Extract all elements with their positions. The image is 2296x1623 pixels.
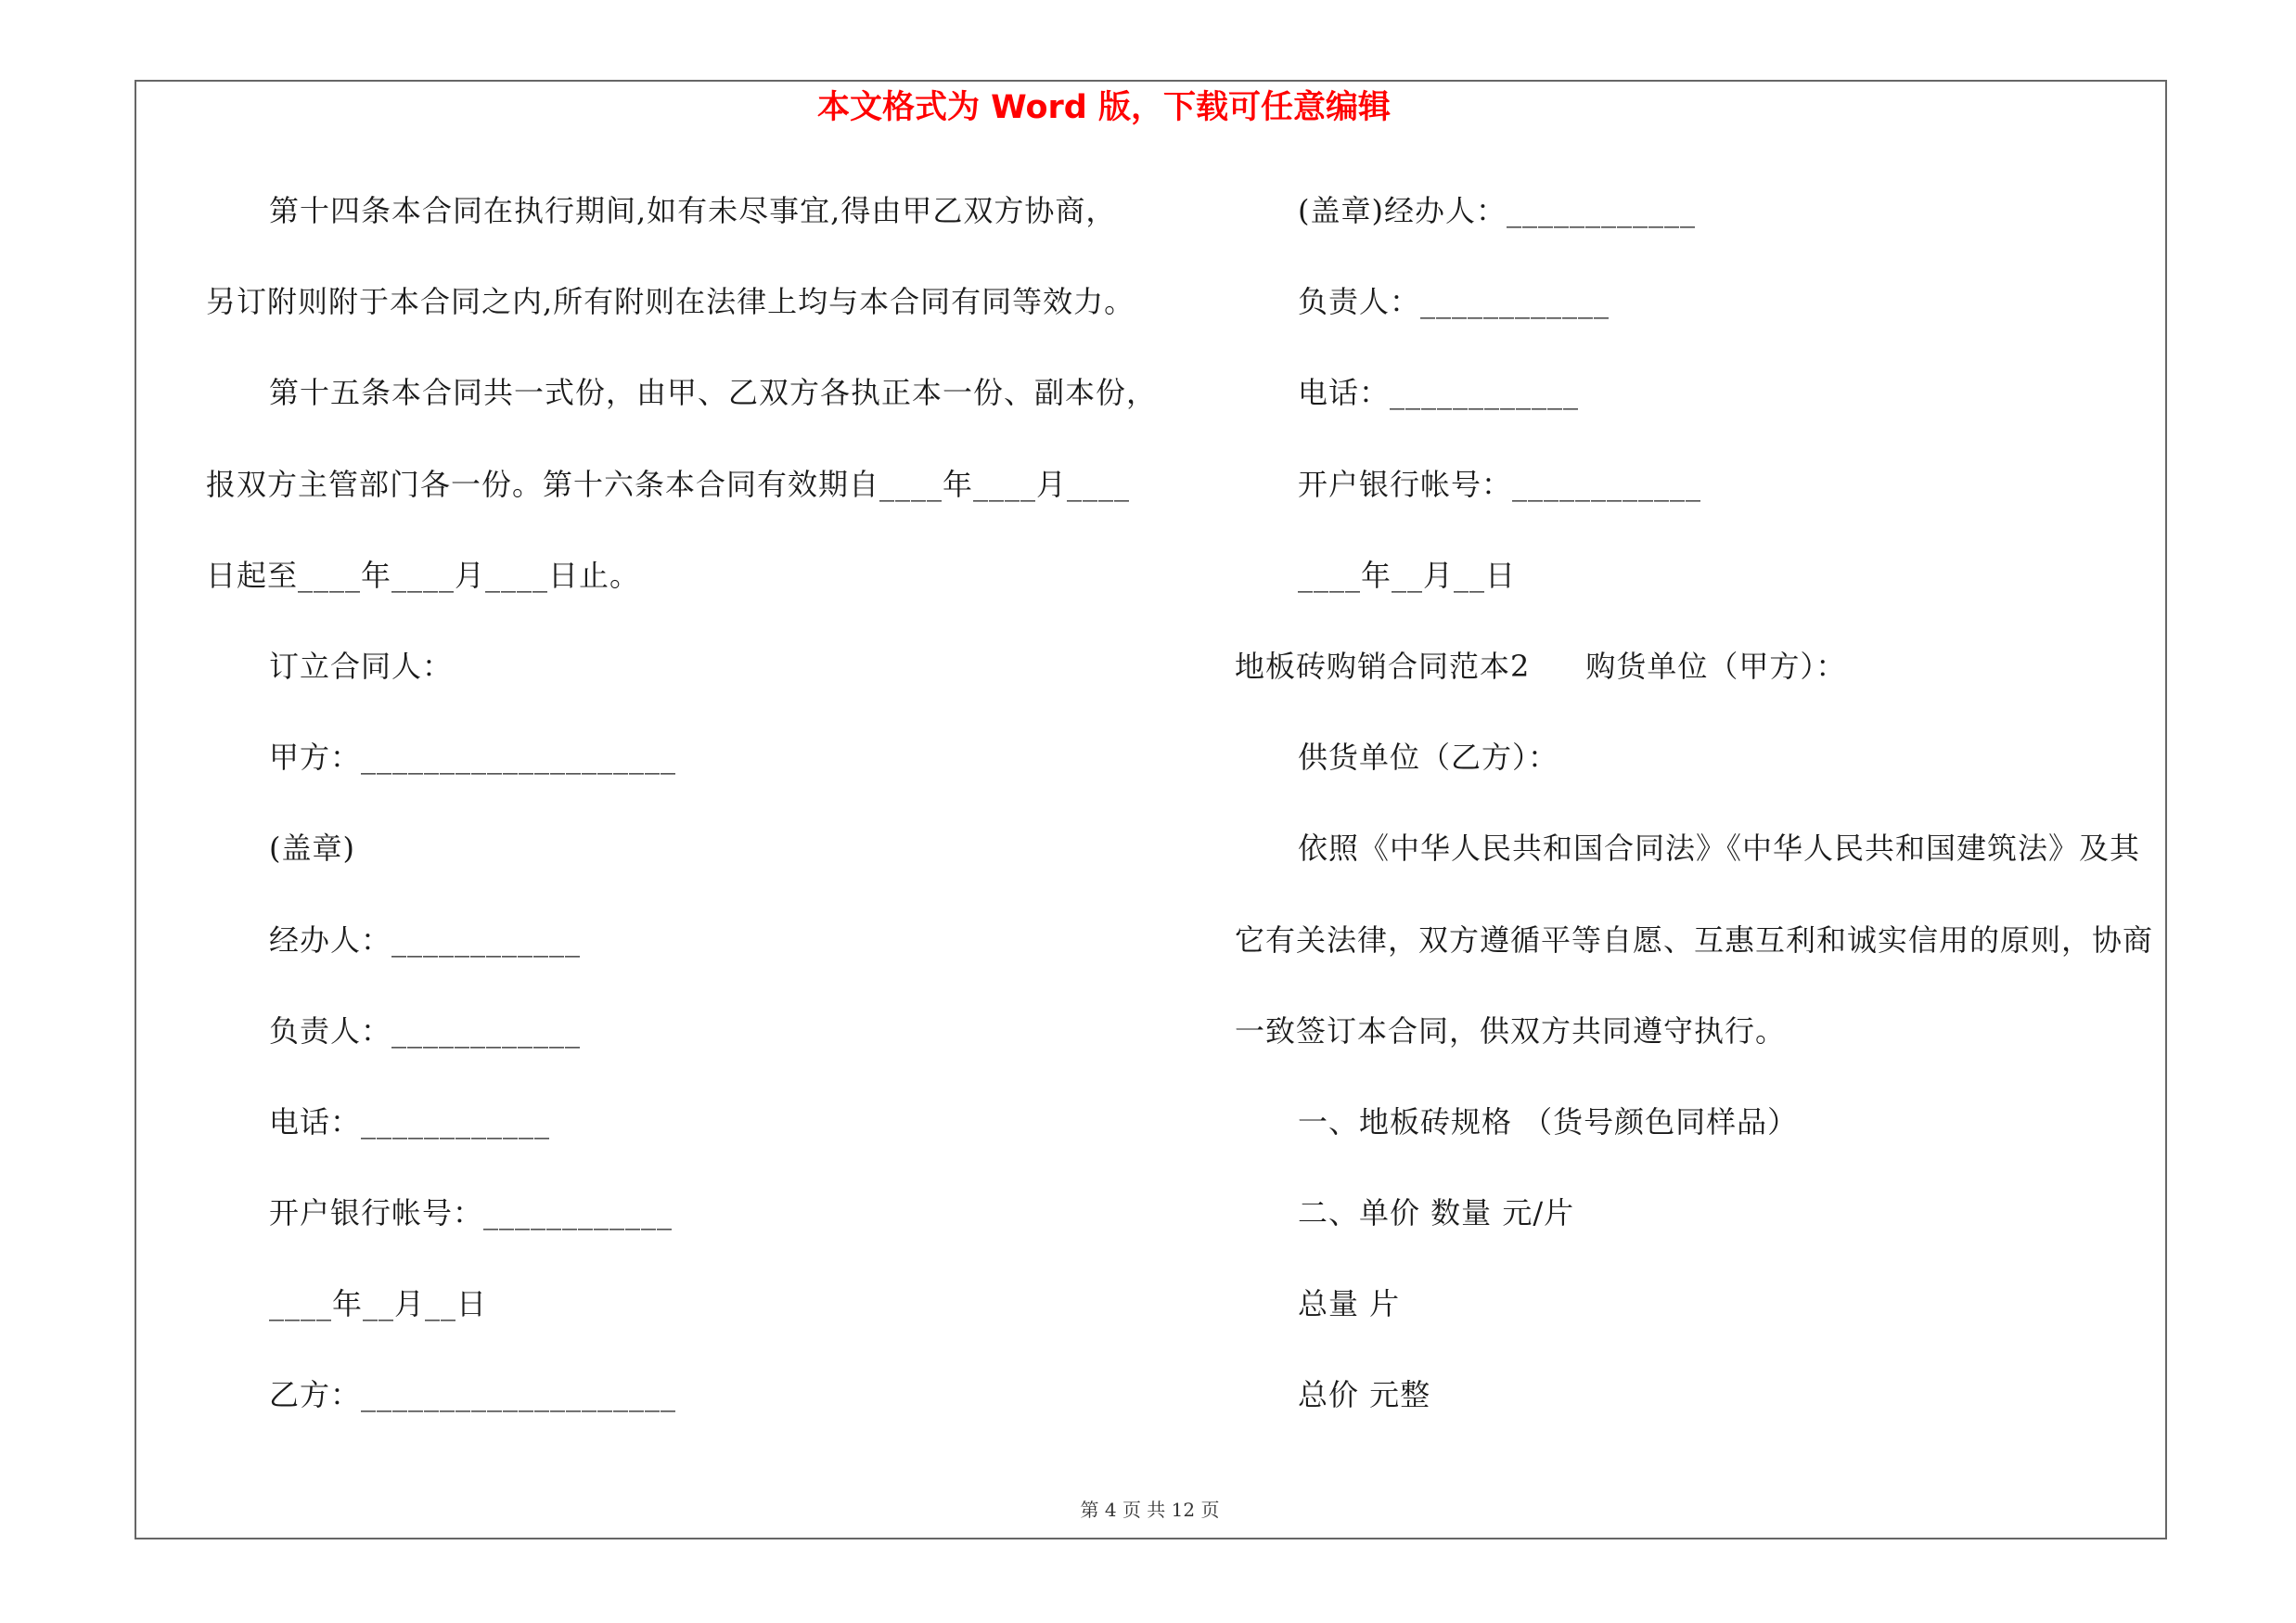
format-notice-header: 本文格式为 Word 版，下载可任意编辑 (816, 89, 1392, 126)
legal-basis-text: 依照《中华人民共和国合同法》《中华人民共和国建筑法》及其 (1298, 831, 2141, 867)
party-b-phone-field: 电话：____________ (1298, 375, 1580, 411)
party-b-bank-account-field: 开户银行帐号：____________ (1298, 466, 1702, 502)
legal-basis-continuation: 它有关法律，双方遵循平等自愿、互惠互利和诚实信用的原则，协商 (1235, 921, 2154, 958)
buyer-unit-label: 购货单位（甲方）： (1585, 648, 1847, 684)
party-a-seal-label: (盖章) (269, 831, 355, 867)
party-a-bank-account-field: 开户银行帐号：____________ (269, 1195, 673, 1231)
party-b-field: 乙方：____________________ (269, 1377, 677, 1413)
total-quantity-item: 总量 片 (1298, 1286, 1401, 1322)
unit-price-item: 二、单价 数量 元/片 (1298, 1195, 1575, 1231)
signatories-label: 订立合同人： (269, 648, 454, 684)
party-b-seal-handler-field: (盖章)经办人：____________ (1298, 193, 1696, 228)
supplier-unit-label: 供货单位（乙方）： (1298, 740, 1559, 776)
template-2-heading-line (1235, 621, 2158, 712)
party-a-handler-field: 经办人：____________ (269, 921, 582, 958)
clause-14-continuation: 另订附则附于本合同之内,所有附则在法律上均与本合同有同等效力。 (206, 284, 1135, 320)
party-a-date-field: ____年__月__日 (269, 1286, 488, 1322)
clause-14-text: 第十四条本合同在执行期间,如有未尽事宜,得由甲乙双方协商， (269, 193, 1117, 228)
clause-15-16-continuation: 报双方主管部门各一份。第十六条本合同有效期自____年____月____ (206, 466, 1131, 502)
party-a-responsible-field: 负责人：____________ (269, 1012, 582, 1049)
legal-basis-conclusion: 一致签订本合同，供双方共同遵守执行。 (1235, 1012, 1787, 1049)
right-column (1235, 165, 2158, 1441)
left-column (206, 165, 1189, 1441)
party-b-responsible-field: 负责人：____________ (1298, 284, 1610, 320)
validity-period-end: 日起至____年____月____日止。 (206, 557, 641, 593)
party-a-field: 甲方：____________________ (269, 740, 677, 776)
party-a-phone-field: 电话：____________ (269, 1103, 551, 1140)
contract-template-title: 地板砖购销合同范本2 (1235, 648, 1531, 684)
tile-spec-item: 一、地板砖规格 （货号颜色同样品） (1298, 1103, 1799, 1140)
clause-15-text: 第十五条本合同共一式份，由甲、乙双方各执正本一份、副本份， (269, 375, 1158, 411)
total-price-item: 总价 元整 (1298, 1377, 1431, 1413)
page-number-footer: 第 4 页 共 12 页 (1080, 1499, 1220, 1521)
party-b-date-field: ____年__月__日 (1298, 557, 1517, 593)
